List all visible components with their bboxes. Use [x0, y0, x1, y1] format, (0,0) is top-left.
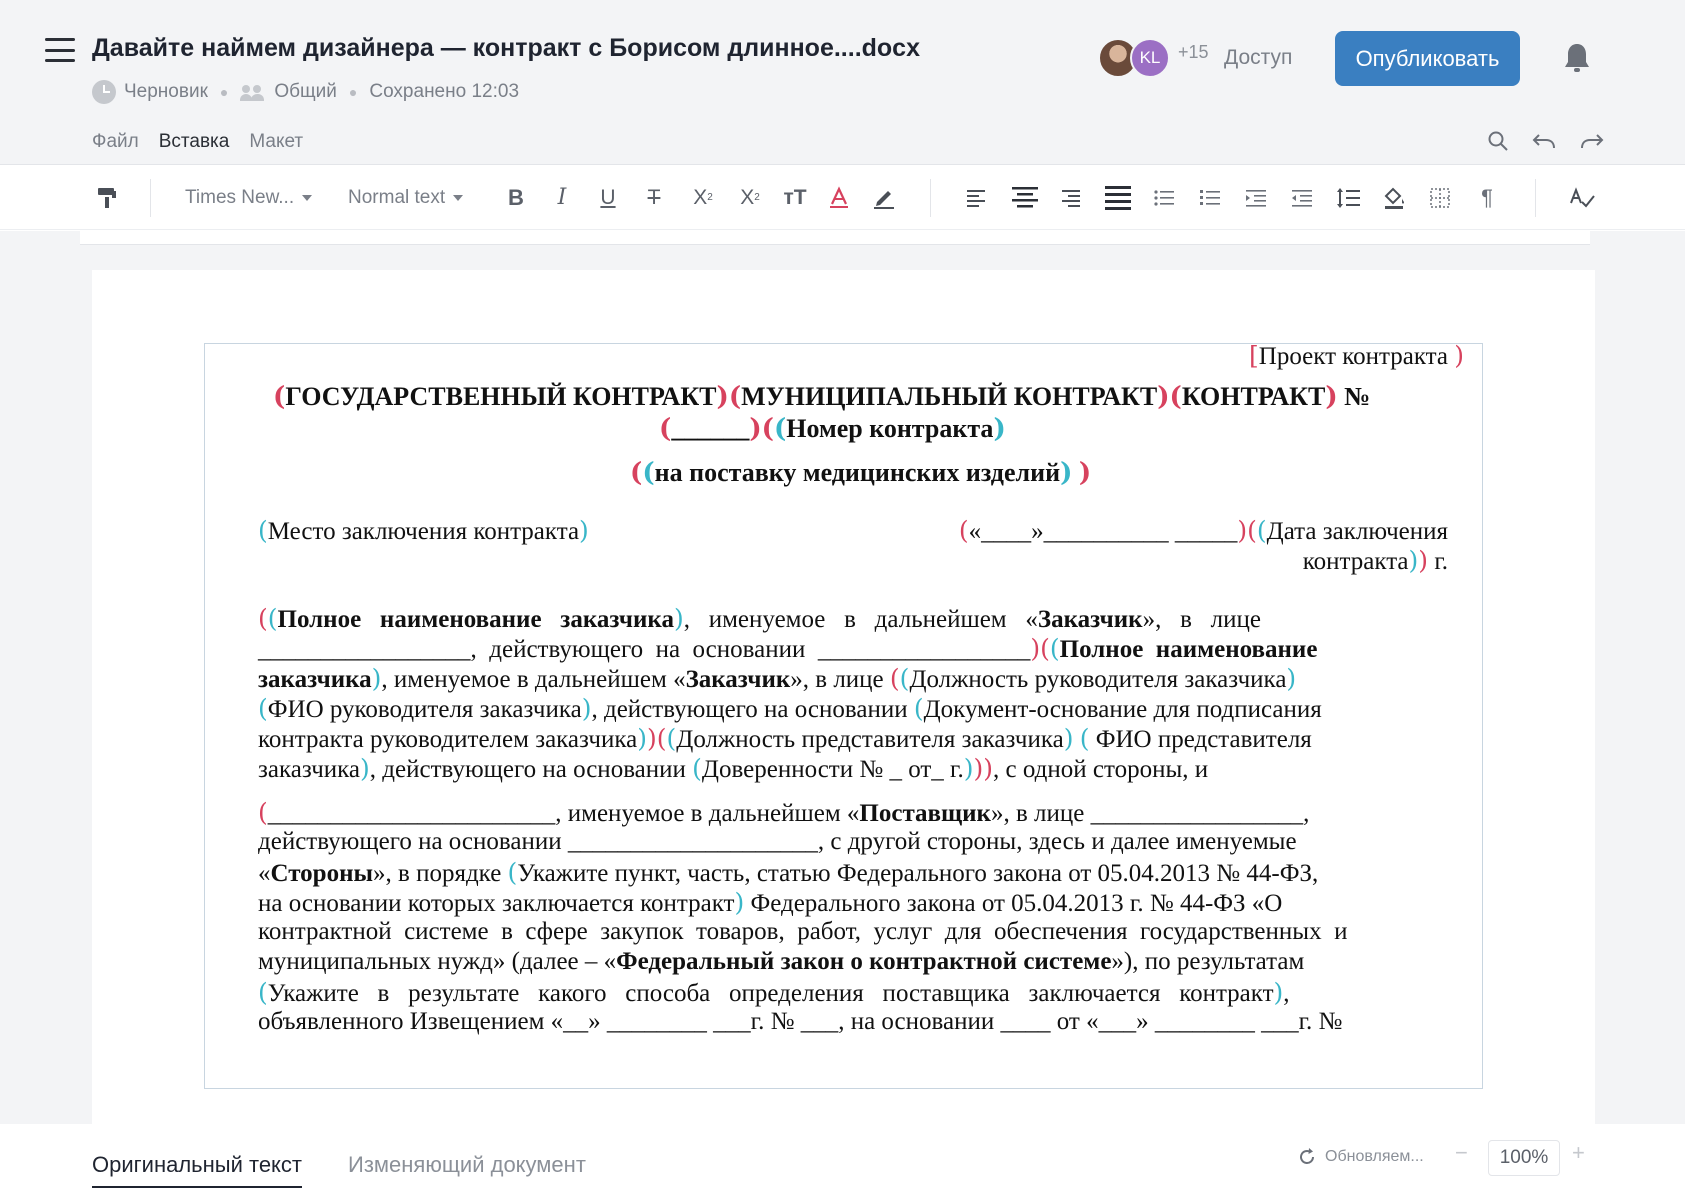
header-tools	[1487, 130, 1605, 152]
access-link[interactable]: Доступ	[1224, 46, 1293, 69]
search-icon[interactable]	[1487, 130, 1509, 152]
paragraph-line: действующего на основании ____________________, с другой стороны, здесь и далее именуемые	[258, 828, 1297, 855]
indent-increase-icon[interactable]	[1244, 165, 1268, 230]
fill-color-icon[interactable]	[1382, 165, 1406, 230]
zoom-level[interactable]: 100%	[1488, 1140, 1560, 1176]
paragraph-line: заказчика), действующего на основании (Доверенности № _ от_ г.))), с одной стороны, и	[258, 754, 1209, 783]
document-title[interactable]: Давайте наймем дизайнера — контракт с Борисом длинное....docx	[92, 34, 920, 62]
clock-icon	[92, 80, 116, 104]
paragraph-line: заказчика), именуемое в дальнейшем «Заказчик», в лице ((Должность руководителя заказчика)	[258, 664, 1297, 693]
line-spacing-icon[interactable]	[1335, 165, 1361, 230]
refresh-icon	[1297, 1147, 1317, 1167]
publish-button[interactable]: Опубликовать	[1335, 31, 1520, 86]
spellcheck-icon[interactable]	[1568, 165, 1596, 230]
people-icon	[240, 83, 266, 101]
contract-number: (______)((Номер контракта)	[659, 414, 1006, 444]
redo-icon[interactable]	[1579, 132, 1605, 150]
paragraph-line: ((Полное наименование заказчика), именуемое в дальнейшем «Заказчик», в лице	[258, 604, 1261, 633]
undo-icon[interactable]	[1531, 132, 1557, 150]
zoom-out-button[interactable]: −	[1455, 1140, 1468, 1165]
avatar-kl[interactable]: KL	[1130, 38, 1170, 78]
bullet-list-icon[interactable]	[1152, 165, 1176, 230]
app-header	[0, 0, 1685, 165]
align-center-icon[interactable]	[1010, 165, 1040, 230]
font-color-icon[interactable]	[826, 165, 852, 230]
paragraph-line: на основании которых заключается контракт) Федерального закона от 05.04.2013 г. № 44-ФЗ «О	[258, 888, 1283, 917]
bold-icon[interactable]: B	[508, 184, 524, 210]
paragraph-line: (Укажите в результате какого способа определения поставщика заключается контракт),	[258, 978, 1290, 1007]
text-size-icon[interactable]: тТ	[783, 185, 807, 209]
paragraph-line: (_______________________, именуемое в дальнейшем «Поставщик», в лице _________________,	[258, 798, 1310, 827]
paragraph-line: контрактной системе в сфере закупок товаров, работ, услуг для обеспечения государственных и	[258, 918, 1348, 945]
toolbar-divider	[150, 179, 151, 217]
menu-tabs	[92, 131, 303, 153]
toolbar-divider	[930, 179, 931, 217]
zoom-in-button[interactable]: +	[1572, 1140, 1585, 1165]
text-style-select[interactable]	[348, 165, 483, 230]
font-family-value: Times New...	[185, 186, 295, 208]
contract-date-cont: контракта)) г.	[1302, 546, 1448, 575]
strikethrough-icon[interactable]: T	[647, 185, 661, 209]
saved-label: Сохранено 12:03	[369, 81, 520, 102]
meta-separator: ●	[348, 84, 358, 100]
menu-layout[interactable]: Макет	[249, 131, 304, 152]
sync-status-label: Обновляем...	[1325, 1148, 1424, 1165]
status-label: Черновик	[124, 81, 208, 102]
collaborators-more-count[interactable]: +15	[1178, 41, 1209, 62]
contract-date: («____»__________ _____)((Дата заключения	[958, 516, 1448, 545]
highlight-icon[interactable]	[870, 165, 898, 230]
contract-subject: ((на поставку медицинских изделий) )	[630, 458, 1092, 488]
font-family-select[interactable]	[185, 165, 325, 230]
pilcrow-icon[interactable]: ¶	[1481, 184, 1493, 210]
paragraph-line: муниципальных нужд» (далее – «Федеральный закон о контрактной системе»), по результатам	[258, 948, 1305, 975]
paragraph-line: _________________, действующего на основании _________________)((Полное наименование	[258, 634, 1318, 663]
document-content-frame[interactable]	[204, 343, 1483, 1089]
toolbar-divider	[1535, 179, 1536, 217]
italic-icon[interactable]: I	[557, 185, 567, 210]
align-justify-icon[interactable]	[1103, 165, 1133, 230]
meta-separator: ●	[219, 84, 229, 100]
paragraph-line: (ФИО руководителя заказчика), действующего на основании (Документ-основание для подписания	[258, 694, 1322, 723]
borders-icon[interactable]	[1428, 165, 1452, 230]
chevron-down-icon	[453, 195, 463, 201]
bell-icon[interactable]	[1563, 42, 1591, 74]
tab-original-text[interactable]: Оригинальный текст	[92, 1152, 302, 1188]
subscript-icon[interactable]: X 2	[740, 185, 760, 209]
numbered-list-icon[interactable]	[1198, 165, 1222, 230]
menu-file[interactable]: Файл	[92, 131, 139, 152]
draft-label: [Проект контракта )	[1249, 343, 1464, 370]
paragraph-line: «Стороны», в порядке (Укажите пункт, часть, статью Федерального закона от 05.04.2013 № 44-ФЗ,	[258, 858, 1319, 887]
sharing-label: Общий	[274, 81, 337, 102]
document-meta	[92, 80, 519, 104]
menu-insert[interactable]: Вставка	[158, 131, 230, 152]
paragraph-line: объявленного Извещением «__» ________ ___г. № ___, на основании ____ от «___» ________ ___г. №	[258, 1008, 1343, 1035]
ruler	[80, 231, 1590, 245]
indent-decrease-icon[interactable]	[1290, 165, 1314, 230]
hamburger-menu-icon[interactable]	[45, 38, 75, 62]
align-right-icon[interactable]	[1058, 165, 1082, 230]
superscript-icon[interactable]: X 2	[693, 185, 713, 209]
paragraph-line: контракта руководителем заказчика))((Должность представителя заказчика) ( ФИО представителя	[258, 724, 1312, 753]
sync-status	[1297, 1147, 1424, 1167]
chevron-down-icon	[302, 195, 312, 201]
paint-format-icon[interactable]	[92, 165, 122, 230]
formatting-toolbar	[0, 165, 1685, 230]
tab-changing-document[interactable]: Изменяющий документ	[348, 1152, 586, 1177]
align-left-icon[interactable]	[965, 165, 989, 230]
contract-place: (Место заключения контракта)	[258, 516, 589, 545]
underline-icon[interactable]: U	[600, 185, 616, 209]
text-style-value: Normal text	[348, 186, 446, 208]
collaborators[interactable]	[1098, 38, 1209, 78]
contract-title: (ГОСУДАРСТВЕННЫЙ КОНТРАКТ)(МУНИЦИПАЛЬНЫЙ КОНТРАКТ)(КОНТРАКТ) №	[273, 382, 1371, 412]
